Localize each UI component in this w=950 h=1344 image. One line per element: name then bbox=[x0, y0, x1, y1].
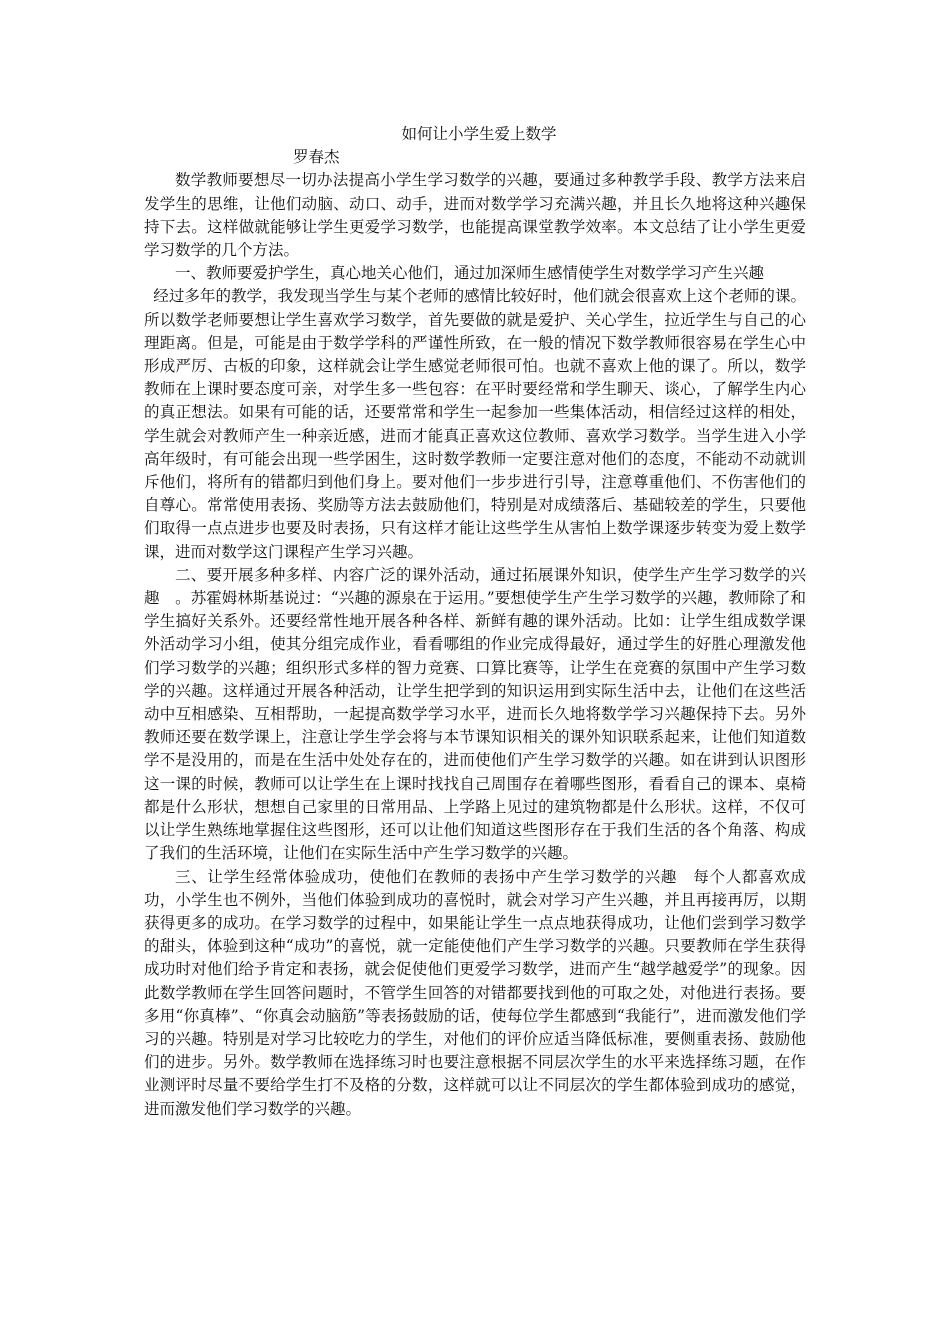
document-title: 如何让小学生爱上数学 bbox=[401, 125, 557, 143]
section-3-paragraph: 三、让学生经常体验成功，使他们在教师的表扬中产生学习数学的兴趣 每个人都喜欢成功，小学生也不例外，当他们体验到成功的喜悦时，就会对学习产生兴趣，并且再接再厉，以期获得更多的成功。在学习数学的过程中，如果能让学生一点点地获得成功，让他们尝到学习数学的甜头，体验到这种“成功”的喜悦，就一定能使他们产生学习数学的兴趣。只要教师在学生获得成功时对他们给予肯定和表扬，就会促使他们更爱学习数学，进而产生“越学越爱学”的现象。因此数学教师在学生回答问题时，不管学生回答的对错都要找到他的可取之处，对他进行表扬。要多用“你真棒”、“你真会动脑筋”等表扬鼓励的话，使每位学生都感到“我能行”，进而激发他们学习的兴趣。特别是对学习比较吃力的学生，对他们的评价应适当降低标准，要侧重表扬、鼓励他们的进步。另外。数学教师在选择练习时也要注意根据不同层次学生的水平来选择练习题，在作业测评时尽量不要给学生打不及格的分数，这样就可以让不同层次的学生都体验到成功的感觉，进而激发他们学习数学的兴趣。 bbox=[144, 867, 806, 1118]
document-author: 罗春杰 bbox=[293, 148, 340, 167]
intro-paragraph: 数学教师要想尽一切办法提高小学生学习数学的兴趣，要通过多种教学手段、教学方法来启发学生的思维，让他们动脑、动口、动手，进而对数学学习充满兴趣，并且长久地将这种兴趣保持下去。这样做就能够让学生更爱学习数学，也能提高课堂教学效率。本文总结了让小学生更爱学习数学的几个方法。 bbox=[144, 171, 806, 260]
section-1-heading: 一、教师要爱护学生，真心地关心他们，通过加深师生感情使学生对数学学习产生兴趣 bbox=[175, 264, 765, 283]
section-1-body: 经过多年的教学，我发现当学生与某个老师的感情比较好时，他们就会很喜欢上这个老师的课。所以数学老师要想让学生喜欢学习数学，首先要做的就是爱护、关心学生，拉近学生与自己的心理距离。但是，可能是由于数学学科的严谨性所致，在一般的情况下数学教师很容易在学生心中形成严厉、古板的印象，这样就会让学生感觉老师很可怕。也就不喜欢上他的课了。所以，数学教师在上课时要态度可亲，对学生多一些包容：在平时要经常和学生聊天、谈心，了解学生内心的真正想法。如果有可能的话，还要常常和学生一起参加一些集体活动，相信经过这样的相处，学生就会对教师产生一种亲近感，进而才能真正喜欢这位教师、喜欢学习数学。当学生进入小学高年级时，有可能会出现一些学困生，这时数学教师一定要注意对他们的态度，不能动不动就训斥他们，将所有的错都归到他们身上。要对他们一步步进行引导，注意尊重他们、不伤害他们的自尊心。常常使用表扬、奖励等方法去鼓励他们，特别是对成绩落后、基础较差的学生，只要他们取得一点点进步也要及时表扬，只有这样才能让这些学生从害怕上数学课逐步转变为爱上数学课，进而对数学这门课程产生学习兴趣。 bbox=[144, 287, 806, 561]
section-2-paragraph: 二、要开展多种多样、内容广泛的课外活动，通过拓展课外知识，使学生产生学习数学的兴趣 。苏霍姆林斯基说过：“兴趣的源泉在于运用。”要想使学生产生学习数学的兴趣，教师除了和学生搞好关系外。还要经常性地开展各种各样、新鲜有趣的课外活动。比如：让学生组成数学课外活动学习小组，使其分组完成作业，看看哪组的作业完成得最好，通过学生的好胜心理激发他们学习数学的兴趣；组织形式多样的智力竞赛、口算比赛等，让学生在竞赛的氛围中产生学习数学的兴趣。这样通过开展各种活动，让学生把学到的知识运用到实际生活中去，让他们在这些活动中互相感染、互相帮助，一起提高数学学习水平，进而长久地将数学学习兴趣保持下去。另外教师还要在数学课上，注意让学生学会将与本节课知识相关的课外知识联系起来，让他们知道数学不是没用的，而是在生活中处处存在的，进而使他们产生学习数学的兴趣。如在讲到认识图形这一课的时候，教师可以让学生在上课时找找自己周围存在着哪些图形，看看自己的课本、桌椅都是什么形状，想想自己家里的日常用品、上学路上见过的建筑物都是什么形状。这样，不仅可以让学生熟练地掌握住这些图形，还可以让他们知道这些图形存在于我们生活的各个角落、构成了我们的生活环境，让他们在实际生活中产生学习数学的兴趣。 bbox=[144, 565, 806, 863]
document-page bbox=[144, 123, 806, 1121]
